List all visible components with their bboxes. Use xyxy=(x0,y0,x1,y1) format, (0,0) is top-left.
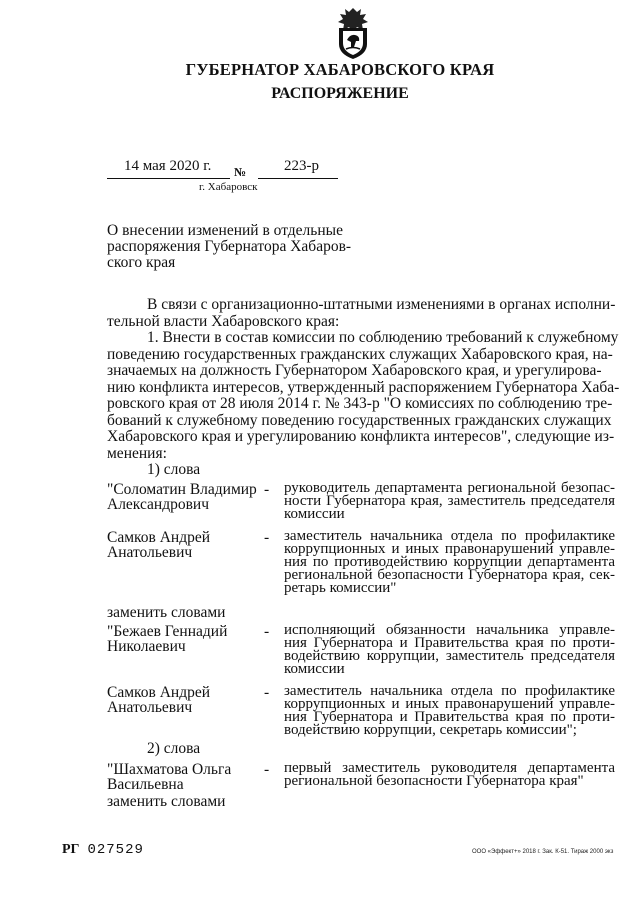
number-sign: № xyxy=(234,165,247,179)
entry-dash: - xyxy=(264,480,270,498)
document-city: г. Хабаровск xyxy=(199,181,258,193)
text-line: ровского края от 28 июля 2014 г. № 343-р "О комиссиях по соблюдению тре- xyxy=(107,395,613,412)
name-line: "Бежаев Геннадий xyxy=(107,623,228,640)
name-line: Николаевич xyxy=(107,638,186,655)
replace-phrase: заменить словами xyxy=(107,792,226,810)
issuer-title: ГУБЕРНАТОР ХАБАРОВСКОГО КРАЯ xyxy=(185,60,495,79)
name-line: Анатольевич xyxy=(107,543,193,561)
document-number: 223-р xyxy=(284,158,319,174)
number-underline xyxy=(258,178,338,179)
entry-row xyxy=(107,479,615,522)
printer-imprint: ООО «Эффект+» 2018 г. Зак. К-51. Тираж 2000 экз xyxy=(472,849,614,855)
name-line: Самков Андрей xyxy=(107,684,211,701)
subject-line: О внесении изменений в отдельные xyxy=(107,222,343,239)
entry-dash: - xyxy=(264,684,270,701)
name-line: Александрович xyxy=(107,495,209,513)
intro-paragraph xyxy=(107,297,615,330)
entry-row xyxy=(107,624,615,676)
person-name xyxy=(107,530,277,560)
text-line: тельной власти Хабаровского края: xyxy=(107,312,340,330)
text-line: В связи с организационно-штатными изменениями в органах исполни- xyxy=(147,296,616,313)
document-body xyxy=(107,296,620,810)
entry-row xyxy=(107,685,615,737)
subject-line: распоряжения Губернатора Хабаров- xyxy=(107,238,352,255)
text-line: 1. Внести в состав комиссии по соблюдению требований к служебному xyxy=(147,329,619,346)
position-description: заместитель начальника отдела по профилактике коррупционных и иных правонарушений управле-ния Губернатора и Правительства края по проти-водействию коррупции, секретарь комиссии"; xyxy=(284,683,615,738)
text-line: нию конфликта интересов, утвержденный распоряжением Губернатора Хаба- xyxy=(107,378,620,396)
replace-phrase: заменить словами xyxy=(107,603,226,621)
name-line: Самков Андрей xyxy=(107,528,211,546)
date-underline xyxy=(107,178,230,179)
form-serial xyxy=(62,842,144,858)
subitem-2: 2) слова xyxy=(147,740,201,757)
position-description: исполняющий обязанности начальника управле-ния Губернатора и Правительства края по проти-водействию коррупции, заместитель председателя комиссии xyxy=(284,622,615,677)
text-line: Хабаровского края и урегулированию конфликта интересов", следующие из- xyxy=(107,428,615,445)
position-description: руководитель департамента региональной безопас-ности Губернатора края, заместитель председателя комиссии xyxy=(284,479,615,522)
person-name xyxy=(107,624,277,654)
name-line: "Шахматова Ольга xyxy=(107,760,232,778)
text-line: менения: xyxy=(107,444,167,462)
entry-row xyxy=(107,527,615,596)
person-name xyxy=(107,482,277,512)
text-line: бований к служебному поведению государственных гражданских служащих xyxy=(107,411,612,429)
name-line: "Соломатин Владимир xyxy=(107,480,257,498)
position-description: заместитель начальника отдела по профилактике коррупционных и иных правонарушений управле-ния по противодействию коррупции департамента региональной безопасности Губернатора края, сек-ретарь комиссии" xyxy=(284,527,615,596)
name-line: Васильевна xyxy=(107,775,184,793)
khabarovsk-coat-of-arms-icon xyxy=(330,6,376,60)
entry-dash: - xyxy=(264,623,270,640)
clause-1 xyxy=(107,329,620,462)
entry-row xyxy=(107,759,615,793)
entry-dash: - xyxy=(264,760,270,778)
name-line: Анатольевич xyxy=(107,699,193,716)
position-description: первый заместитель руководителя департамента региональной безопасности Губернатора края" xyxy=(284,759,615,789)
person-name xyxy=(107,685,277,715)
subject-line: ского края xyxy=(107,254,176,271)
entry-dash: - xyxy=(264,528,270,546)
document-subject xyxy=(107,223,367,271)
text-line: поведению государственных гражданских служащих Хабаровского края, на- xyxy=(107,345,613,363)
document-type: РАСПОРЯЖЕНИЕ xyxy=(271,85,409,102)
subitem-1: 1) слова xyxy=(147,461,201,478)
document-date: 14 мая 2020 г. xyxy=(124,158,212,174)
form-series: РГ xyxy=(62,842,80,857)
person-name xyxy=(107,762,277,792)
form-number: 027529 xyxy=(87,842,144,858)
text-line: значаемых на должность Губернатором Хабаровского края, и урегулирова- xyxy=(107,362,602,379)
